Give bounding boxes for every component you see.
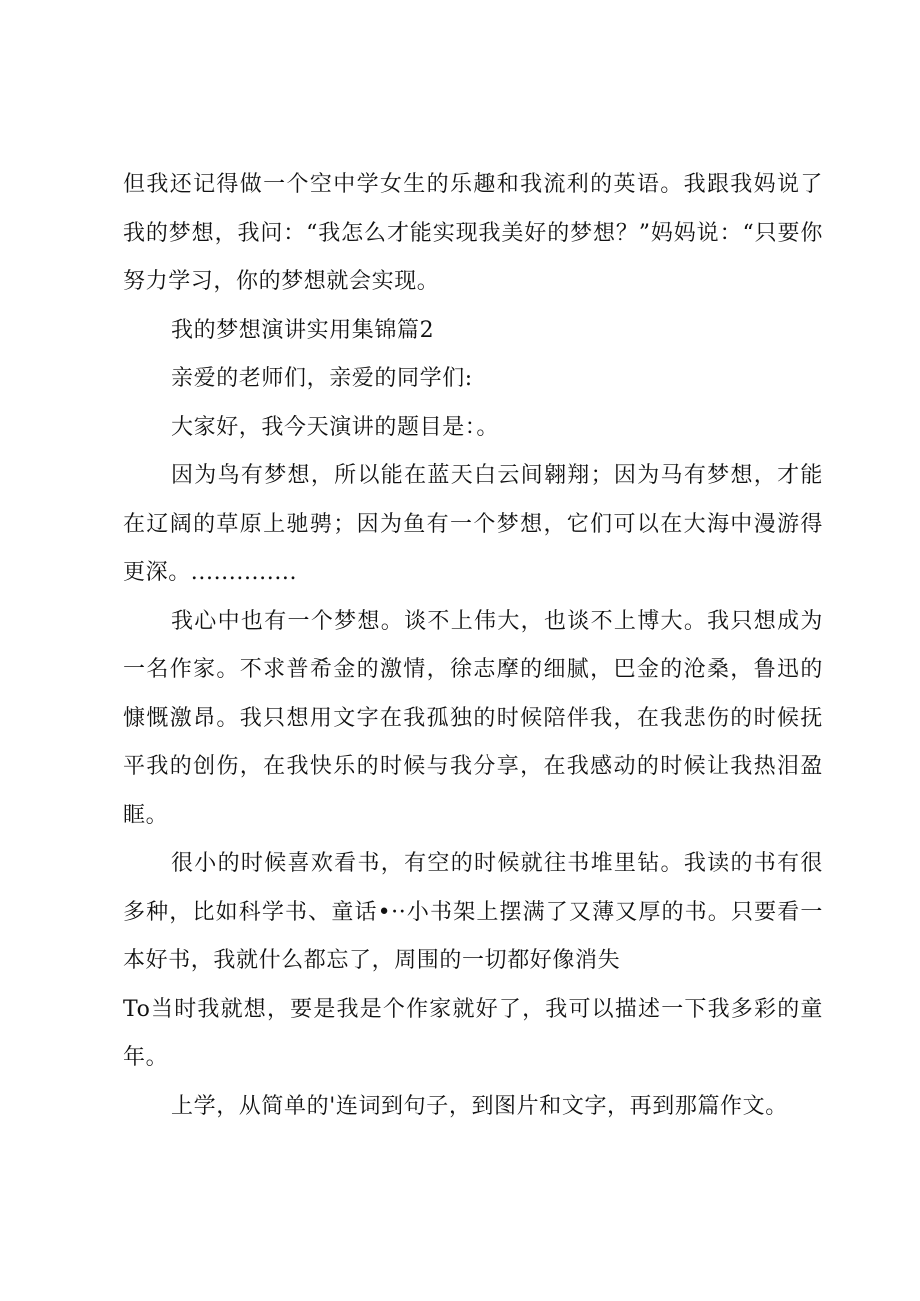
document-body — [123, 161, 823, 1131]
paragraph-8: To当时我就想，要是我是个作家就好了，我可以描述一下我多彩的童年。 — [123, 996, 823, 1070]
paragraph-6: 我心中也有一个梦想。谈不上伟大，也谈不上博大。我只想成为一名作家。不求普希金的激情，徐志摩的细腻，巴金的沧桑，鲁迅的慷慨激昂。我只想用文字在我孤独的时候陪伴我，在我悲伤的时候抚平我的创伤，在我快乐的时候与我分享，在我感动的时候让我热泪盈眶。 — [123, 608, 823, 828]
paragraph-1: 但我还记得做一个空中学女生的乐趣和我流利的英语。我跟我妈说了我的梦想，我问：“我怎么才能实现我美好的梦想？”妈妈说：“只要你努力学习，你的梦想就会实现。 — [123, 172, 823, 294]
paragraph-5: 因为鸟有梦想，所以能在蓝天白云间翱翔；因为马有梦想，才能在辽阔的草原上驰骋；因为鱼有一个梦想，它们可以在大海中漫游得更深。.............. — [123, 463, 823, 585]
salutation: 亲爱的老师们，亲爱的同学们: — [171, 366, 473, 391]
paragraph-9: 上学，从简单的'连词到句子，到图片和文字，再到那篇作文。 — [171, 1093, 788, 1119]
greeting-line: 大家好，我今天演讲的题目是：。 — [171, 414, 500, 440]
section-heading: 我的梦想演讲实用集锦篇2 — [171, 317, 435, 343]
paragraph-7: 很小的时候喜欢看书，有空的时候就往书堆里钻。我读的书有很多种，比如科学书、童话•··小书架上摆满了又薄又厚的书。只要看一本好书，我就什么都忘了，周围的一切都好像消失 — [123, 851, 823, 973]
